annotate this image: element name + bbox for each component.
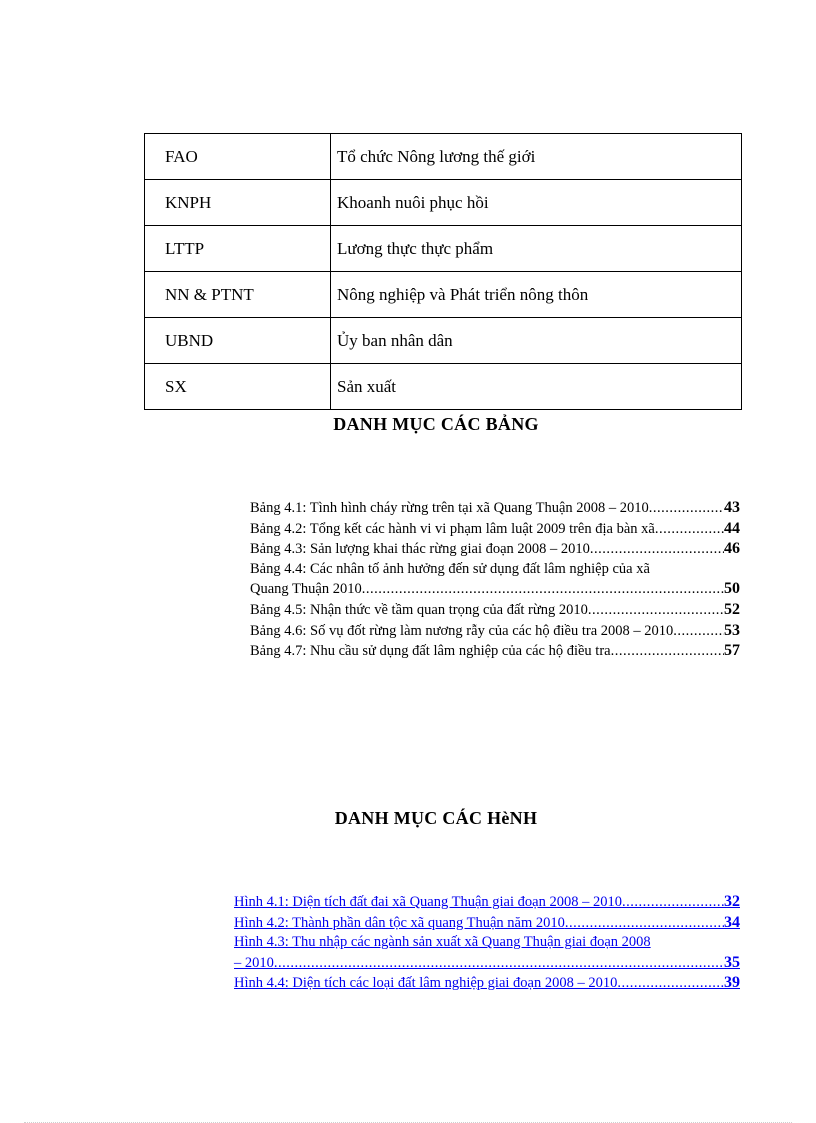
leader-dots: [590, 540, 724, 560]
figures-list-heading: DANH MỤC CÁC HèNH: [334, 808, 538, 828]
leader-dots: [673, 622, 724, 642]
table-row: [145, 226, 742, 272]
page-number: 44: [724, 519, 740, 537]
list-item-text-line1: Hình 4.3: Thu nhập các ngành sản xuất xã Quang Thuận giai đoạn 2008: [234, 934, 651, 951]
leader-dots: [565, 914, 724, 934]
meaning-cell: Khoanh nuôi phục hồi: [331, 180, 742, 226]
meaning-cell: Sản xuất: [331, 364, 742, 410]
list-item-text: Bảng 4.1: Tình hình cháy rừng trên tại xã Quang Thuận 2008 – 2010: [250, 500, 649, 516]
leader-dots: [622, 893, 724, 913]
table-row: [145, 180, 742, 226]
list-item-text: Bảng 4.7: Nhu cầu sử dụng đất lâm nghiệp của các hộ điều tra: [250, 643, 611, 660]
list-item-text: Bảng 4.6: Số vụ đốt rừng làm nương rẫy của các hộ điều tra 2008 – 2010: [250, 622, 674, 639]
list-item: [250, 579, 740, 600]
figure-link[interactable]: [234, 953, 740, 974]
meaning-cell: Tổ chức Nông lương thế giới: [331, 134, 742, 180]
list-item-text-line2: Quang Thuận 2010: [250, 581, 362, 598]
leader-dots: [617, 974, 724, 994]
leader-dots: [611, 642, 724, 662]
list-item: [250, 539, 740, 560]
meaning-cell: Nông nghiệp và Phát triển nông thôn: [331, 272, 742, 318]
abbreviation-cell: SX: [145, 364, 331, 410]
list-item-text: Hình 4.2: Thành phần dân tộc xã quang Thuận năm 2010: [234, 914, 565, 931]
figures-list: [234, 892, 740, 994]
leader-dots: [649, 499, 724, 519]
list-item: [250, 621, 740, 642]
figure-link[interactable]: [234, 973, 740, 994]
leader-dots: [362, 580, 724, 600]
figure-link[interactable]: [234, 913, 740, 934]
abbreviation-cell: UBND: [145, 318, 331, 364]
figure-link[interactable]: [234, 892, 740, 913]
table-row: [145, 318, 742, 364]
leader-dots: [655, 520, 724, 540]
leader-dots: [588, 601, 724, 621]
page-number: 57: [724, 642, 740, 660]
list-item-text: Hình 4.4: Diện tích các loại đất lâm nghiệp giai đoạn 2008 – 2010: [234, 975, 618, 992]
page-number: 46: [724, 540, 740, 558]
page-number: 50: [724, 580, 740, 598]
list-item-text: Bảng 4.5: Nhận thức về tầm quan trọng của đất rừng 2010: [250, 601, 588, 618]
page-number: 32: [724, 893, 740, 910]
list-item: [250, 600, 740, 621]
table-row: [145, 134, 742, 180]
abbreviation-cell: NN & PTNT: [145, 272, 331, 318]
page-number: 43: [724, 499, 740, 516]
abbreviation-cell: LTTP: [145, 226, 331, 272]
page-number: 35: [724, 953, 740, 971]
page-number: 39: [724, 974, 740, 992]
figure-link-line1[interactable]: [234, 933, 740, 953]
table-row: [145, 272, 742, 318]
table-row: [145, 364, 742, 410]
list-item-text-line2: – 2010: [234, 954, 274, 971]
abbreviation-table: [144, 133, 742, 410]
tables-list: [250, 498, 740, 662]
list-item-text: Hình 4.1: Diện tích đất đai xã Quang Thuận giai đoạn 2008 – 2010: [234, 894, 622, 910]
list-item-text-line1: Bảng 4.4: Các nhân tố ảnh hưởng đến sử dụng đất lâm nghiệp của xã: [250, 560, 650, 577]
list-item: [250, 519, 740, 540]
list-item-text: Bảng 4.3: Sản lượng khai thác rừng giai đoạn 2008 – 2010: [250, 541, 590, 558]
page-number: 52: [724, 600, 740, 618]
abbreviation-cell: FAO: [145, 134, 331, 180]
meaning-cell: Lương thực thực phẩm: [331, 226, 742, 272]
leader-dots: [274, 954, 724, 974]
list-item-text: Bảng 4.2: Tổng kết các hành vi vi phạm lâm luật 2009 trên địa bàn xã: [250, 520, 655, 537]
list-item: [250, 498, 740, 519]
page-number: 34: [724, 913, 740, 931]
meaning-cell: Ủy ban nhân dân: [331, 318, 742, 364]
list-item: [250, 641, 740, 662]
page-number: 53: [724, 621, 740, 639]
tables-list-heading: DANH MỤC CÁC BẢNG: [333, 414, 539, 434]
abbreviation-cell: KNPH: [145, 180, 331, 226]
